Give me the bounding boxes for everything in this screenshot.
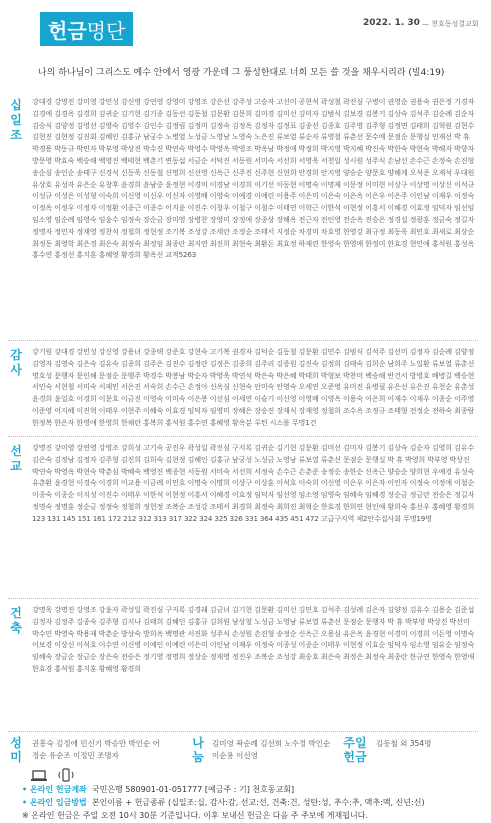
title-thin: 명단 [86, 18, 126, 43]
section-spring-label: 나눔 [192, 736, 204, 764]
header [0, 0, 491, 58]
divider [8, 731, 478, 732]
section-thanks-text: 강기원 강대경 강민성 강신영 강용녀 강종택 강준호 강현숙 고기복 권경자 김덕순 김동철 김문환 김민수 김범식 김석주 김선미 김정자 김순례 김양정 김영자 김영숙 김은숙 김유숙 김종희 김주은 김진수 김정란 김정은 김종희 김주리 김증원 김진숙 김정희 김태숙 김희순 남희주 노일환 류보열 류춘선 명호성 문행자 문인해 문점순 문행주 박경수 박봉남 박순자 박영욱 박연석 박은숙 박은혜 박태희 박형보 박찬미 백승해 반건서 방영호 배병길 백승현 서민숙 서현철 서미숙 서재민 서은진 서숙희 손수근 손정아 신옥심 신현숙 안미숙 안영숙 오세연 오준영 유미진 유병필 유은선 유은진 유천순 유춘성 윤경희 윤일호 이경희 이문호 이금진 이영숙 이미숙 이은봉 이선심 이세연 이슬기 이신영 이영배 이영옥 이용숙 이은희 이재수 이재우 이종순 이주영 이준영 이지혜 이진혁 이태우 이현주 이혜숙 이효경 임덕자 임영미 장혜은 장승진 장재식 장재영 정철희 조수옥 조정규 조태형 전정순 전하숙 최종람 한정복 한은자 한영애 한영희 한채란 홍복희 홍석원 홍수연 홍혜영 황옥분 루틴 시스몰 무명1건 [32, 347, 475, 427]
bible-verse: 나의 하나님이 그리스도 예수 안에서 영광 가운데 그 풍성한대로 너희 모든 쓸 것을 채우시리라 (빌4:19) [38, 68, 445, 78]
method-label: • 온라인 입금방법 [22, 798, 87, 807]
church-name: — 천호동성결교회 [422, 20, 479, 28]
section-relief-label: 성미 [10, 736, 22, 764]
section-building-text: 강명욱 강명진 강영조 강윤자 곽성일 곽진심 구지록 김경래 김금녀 김기현 김문환 김미선 김민호 김석주 김성례 김은자 김양정 김유수 김용순 김준섭 김정자 김정주 김종숙 김주형 김지나 김태희 김혜인 김홍규 김희원 남상철 노성금 노영남 류보열 류춘선 문점순 문행자 박 휴 박부영 박상진 박선미 박수민 박영숙 박용재 박춘순 방상숙 방희옥 백명관 서진화 성주식 손성원 손진형 송정순 신옥근 오용심 유은옥 윤경현 이경미 이경희 이돈영 이명숙 이보경 이상신 이석호 이수연 이신영 이예인 이예린 이은미 이인남 이재우 이정숙 이종성 이종순 이태우 이현정 이효순 임덕자 임소영 임유순 임정숙 임혜숙 장금순 장금순 장은숙 전승은 정기영 정명희 정상순 정재영 정진우 조복순 조성강 최승호 최은숙 최정은 최정숙 최종란 한규연 한영숙 한영애 한효경 홍석원 홍지훈 황혜영 황경희 [32, 605, 475, 673]
divider [8, 436, 478, 437]
page-title [40, 12, 133, 46]
divider [8, 598, 478, 599]
section-thanks-label: 감사 [10, 348, 22, 377]
method-value: 본인이름 + 헌금종류 (십일조:십, 감사:감, 선교:선, 건축:건, 성탄:성, 추수:추, 맥추:맥, 신년:신) [91, 798, 425, 807]
section-tithe-label: 십일조 [10, 98, 22, 142]
online-note: ※ 온라인 헌금은 주일 오전 10시 30분 기준입니다. 이후 보내신 헌금은 다음 주 주보에 게재됩니다. [22, 811, 368, 820]
bulletin-date: 2022. 1. 30 [363, 18, 420, 28]
title-bold: 헌금 [48, 18, 87, 43]
section-mission-text: 강명진 강미영 강연영 강영조 강희성 고기숙 공진우 곽성일 곽진심 구지록 김귀순 김기현 김문환 김미선 김미자 김봉기 김상숙 김순자 김영희 김유수 김은숙 김정남 김정자 김주형 김진희 김희숙 김현정 김혜인 김홍규 남궁성 노성금 노영남 류보열 류춘선 문점순 문행실 박 휴 박영희 박부영 박상진 박연숙 박영옥 박현숙 박춘심 박혜숙 백영진 백종현 서동원 서미숙 서선희 서정숙 손수근 손춘준 송정순 송한순 신옥근 양승순 양희현 우예경 유성숙 유춘환 윤경현 이경숙 이경희 이교용 이금례 이민호 이명숙 이명희 이상구 이상훈 이석호 이숙희 이신영 이은우 이은자 이인자 이정숙 이정애 이철순 이종숙 이종순 이지성 이진수 이태우 이한석 이현정 이흥서 이혜경 이효정 임덕자 임선영 임소영 임영숙 임혜숙 임혜경 장순금 정금란 전승은 정길자 정명숙 정명훈 정순금 정정숙 정철희 정헌정 조복순 조성강 조태서 최경희 최정숙 최희진 최혁순 한효경 한희연 현인애 황희숙 홍선우 홍혜영 황경희 123 131 145 151 161 172 212 312 313 317 322 324 325 326 331 364 435 451 472 고급구지역 제2안수집사회 무명19명 [32, 443, 475, 523]
section-sunday-label: 주일헌금 [343, 736, 367, 764]
section-relief-text: 권흥숙 김정애 민신기 박승만 박인순 어정순 유순조 이정민 조명자 [32, 739, 160, 760]
divider [8, 340, 478, 341]
section-sunday-text: 김동철 외 354명 [376, 739, 432, 748]
account-row [22, 783, 482, 796]
method-row [22, 796, 482, 809]
section-mission-label: 선교 [10, 444, 22, 473]
section-building-label: 건축 [10, 606, 22, 635]
account-value: 국민은행 580901-01-051777 [예금주 : 기] 천호동교회] [91, 785, 295, 794]
section-spring-text: 김미영 곽순례 김선희 노수정 박인순 이순용 이신영 [212, 739, 331, 760]
account-label: • 온라인 헌금계좌 [22, 785, 87, 794]
online-offering-info [22, 783, 482, 822]
section-tithe-text: 강대경 강명진 강미영 강민성 강신영 강연영 강영미 강영조 강은선 강주성 고승자 고선미 공현석 곽성철 곽진심 구병이 권영순 권용숙 권은정 기경자 김경애 김경옥 김경희 김귀순 김기현 김기종 김동선 김동철 김문환 김문희 김미경 김미선 김미자 김범식 김보경 김봉기 김상숙 김석주 김순례 김순자 김승식 김양정 김영선 김영숙 김영수 김인수 김정림 김정미 김정숙 김정옥 김정자 김정표 김종선 김종호 김주영 김주형 김정면 김태희 김혁원 김현수 김현진 김현정 김진회 김혜인 김홍규 남궁수 노병열 노성금 노영남 노영숙 노은진 류보열 류순자 류영철 류춘선 문수예 문점순 문행실 민재선 박 휴 박경용 박동규 박민자 박부영 박상진 박수진 박연숙 박영수 박영옥 박영조 박옥남 박정애 박정희 박지영 박지혜 박진숙 박한숙 박현숙 박해자 박향자 방문영 박효숙 백승해 백영진 백태현 백춘기 변동섭 서금순 서덕진 서동원 서미숙 서선희 서영욱 서천일 성시원 성주식 손남선 손수근 손정숙 손진형 송순심 송인순 송태구 신경석 신동욱 신동철 신명희 신선영 신옥근 신주진 신주현 신현희 안경희 안지영 양승순 양문호 양혜계 오석준 오재석 우대원 유상호 유성자 유은순 유창후 윤경희 윤남중 윤정현 이경미 이경남 이경희 이기선 이동현 이명숙 이명재 이문정 이미현 이상구 이상명 이상신 이석규 이성규 이성은 이성형 이숙희 이신영 이신우 이신자 이영배 이영숙 이예경 이예린 이용주 이은미 이은숙 이은옥 이은우 이은주 이인남 이재우 이정숙 이정옥 이정우 이정자 이정환 이종근 이종수 이지윤 이진수 이창우 이철구 이철수 이태연 이학근 이한석 이현정 이흥서 이혜경 이효정 임덕자 임선임 임소영 임순례 임영숙 임윤수 임정숙 장순금 장미영 장병찬 장영미 장정애 장종상 장해옥 전근자 전인영 전순옥 전승은 정경섭 정광훈 정금숙 정길자 정명자 정민자 정재영 정찬석 정철희 정현정 조기복 조성강 조세란 조정순 조태서 지정순 차경미 차호영 한영강 최규정 최동욱 최민호 최새로 최상순 최정동 최영학 최은경 최은숙 최정숙 최정임 최종란 최지연 최진희 최현숙 최환돈 최효정 하재련 한영숙 한영애 한정미 한효경 현인애 홍석원 홍성옥 홍수연 홍정선 홍지훈 홍혜영 황경희 황옥선 교적5263 [32, 97, 475, 260]
